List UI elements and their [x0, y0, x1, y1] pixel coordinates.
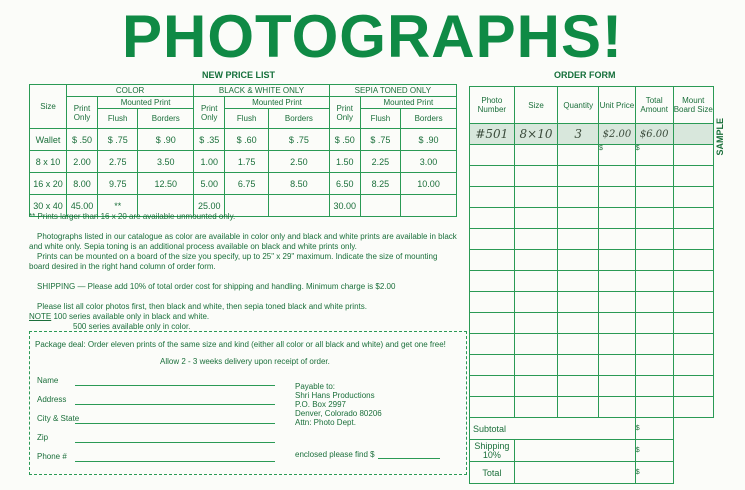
delivery-note: Allow 2 - 3 weeks delivery upon receipt of order. — [160, 357, 330, 366]
order-cell[interactable] — [599, 313, 636, 334]
order-cell[interactable] — [599, 208, 636, 229]
order-cell[interactable] — [673, 166, 713, 187]
order-cell[interactable] — [599, 292, 636, 313]
order-row — [470, 271, 714, 292]
flush-header: Flush — [225, 109, 269, 129]
order-cell[interactable] — [558, 250, 599, 271]
order-quantity[interactable]: 3 — [558, 124, 599, 145]
order-cell[interactable] — [514, 397, 558, 418]
order-row — [470, 292, 714, 313]
order-cell[interactable] — [673, 355, 713, 376]
price-cell: 2.75 — [98, 151, 138, 173]
order-cell[interactable] — [599, 166, 636, 187]
group-color: COLOR — [67, 85, 194, 97]
price-cell: 2.50 — [269, 151, 330, 173]
blank — [514, 440, 635, 462]
price-cell: 2.00 — [67, 151, 98, 173]
price-row — [30, 151, 457, 173]
order-cell[interactable] — [470, 250, 515, 271]
order-cell[interactable] — [514, 208, 558, 229]
order-total[interactable]: $6.00 — [635, 124, 673, 145]
blank — [673, 462, 713, 484]
order-cell[interactable] — [514, 250, 558, 271]
order-cell[interactable] — [558, 376, 599, 397]
package-box — [29, 331, 467, 475]
order-cell[interactable] — [470, 208, 515, 229]
subtotal-label: Subtotal — [470, 418, 636, 440]
price-cell: $ .50 — [329, 129, 360, 151]
dollar-sign: $ — [635, 462, 673, 484]
shipping-label: Shipping 10% — [470, 440, 515, 462]
order-cell[interactable] — [558, 334, 599, 355]
order-cell[interactable] — [635, 334, 673, 355]
price-cell: 1.75 — [225, 151, 269, 173]
field-label: City & State — [37, 414, 80, 423]
order-cell[interactable] — [514, 145, 558, 166]
order-row — [470, 187, 714, 208]
borders-header: Borders — [269, 109, 330, 129]
price-cell: 3.00 — [401, 151, 457, 173]
order-cell[interactable] — [558, 229, 599, 250]
order-cell[interactable] — [558, 271, 599, 292]
order-cell[interactable] — [470, 313, 515, 334]
order-cell[interactable] — [470, 187, 515, 208]
order-row — [470, 250, 714, 271]
price-row — [30, 173, 457, 195]
price-cell: $ .90 — [138, 129, 194, 151]
order-mount-size[interactable] — [673, 124, 713, 145]
order-cell[interactable] — [635, 355, 673, 376]
field-line[interactable] — [75, 442, 275, 443]
order-cell[interactable] — [514, 271, 558, 292]
order-cell[interactable] — [673, 313, 713, 334]
size-cell: 30 x 40 — [30, 195, 67, 217]
note-color: Photographs listed in our catalogue as color are available in color only and black and white prints are available in black and white only. Sepia toning is an additional process available on black and white prints only. — [29, 232, 457, 251]
order-cell[interactable] — [514, 334, 558, 355]
order-cell[interactable] — [470, 376, 515, 397]
order-cell[interactable] — [599, 397, 636, 418]
field-line[interactable] — [75, 404, 275, 405]
dollar-sign: $ — [599, 145, 636, 166]
order-cell[interactable] — [673, 376, 713, 397]
order-row — [470, 355, 714, 376]
price-cell: 30.00 — [329, 195, 360, 217]
order-cell[interactable] — [673, 187, 713, 208]
mounted-header: Mounted Print — [360, 97, 456, 109]
order-cell[interactable] — [470, 292, 515, 313]
order-cell[interactable] — [514, 229, 558, 250]
col-total-amount: Total Amount — [635, 87, 673, 124]
size-cell: Wallet — [30, 129, 67, 151]
price-cell: 25.00 — [194, 195, 225, 217]
order-form-heading: ORDER FORM — [554, 70, 616, 80]
order-cell[interactable] — [635, 208, 673, 229]
price-cell: 45.00 — [67, 195, 98, 217]
blank — [673, 440, 713, 462]
price-cell: 1.00 — [194, 151, 225, 173]
price-cell: 5.00 — [194, 173, 225, 195]
price-cell: 10.00 — [401, 173, 457, 195]
order-cell[interactable] — [558, 187, 599, 208]
field-label: Phone # — [37, 452, 67, 461]
group-bw: BLACK & WHITE ONLY — [194, 85, 330, 97]
payable-line: Shri Hans Productions — [295, 391, 375, 400]
order-cell[interactable] — [599, 187, 636, 208]
order-cell[interactable] — [673, 250, 713, 271]
order-cell[interactable] — [470, 397, 515, 418]
price-list-heading: NEW PRICE LIST — [202, 70, 276, 80]
col-unit-price: Unit Price — [599, 87, 636, 124]
order-cell[interactable] — [558, 145, 599, 166]
order-cell[interactable] — [558, 355, 599, 376]
order-row — [470, 208, 714, 229]
order-cell[interactable] — [514, 187, 558, 208]
price-cell: $ .90 — [401, 129, 457, 151]
order-photo-number[interactable]: #501 — [470, 124, 515, 145]
price-cell: $ .75 — [98, 129, 138, 151]
payable-block — [295, 382, 382, 427]
blank — [673, 418, 713, 440]
payable-line: Attn: Photo Dept. — [295, 418, 356, 427]
blank — [514, 462, 635, 484]
order-cell[interactable] — [599, 229, 636, 250]
price-table — [29, 84, 457, 217]
order-cell[interactable] — [558, 292, 599, 313]
order-cell[interactable] — [599, 376, 636, 397]
note-oversize: ** Prints larger than 16 x 20 are available unmounted only. — [29, 212, 236, 221]
order-unit-price[interactable]: $2.00 — [599, 124, 636, 145]
order-cell[interactable] — [635, 397, 673, 418]
price-cell: $ .35 — [194, 129, 225, 151]
order-cell[interactable] — [673, 334, 713, 355]
group-sepia: SEPIA TONED ONLY — [329, 85, 456, 97]
field-label: Address — [37, 395, 67, 404]
col-photo-number: Photo Number — [470, 87, 515, 124]
flush-header: Flush — [98, 109, 138, 129]
order-cell[interactable] — [673, 208, 713, 229]
order-row — [470, 334, 714, 355]
order-cell[interactable] — [599, 355, 636, 376]
payable-line: Payable to: — [295, 382, 336, 391]
size-cell: 8 x 10 — [30, 151, 67, 173]
order-row — [470, 397, 714, 418]
price-cell: 9.75 — [98, 173, 138, 195]
price-cell: 6.50 — [329, 173, 360, 195]
col-mount-board: Mount Board Size — [673, 87, 713, 124]
field-line[interactable] — [75, 461, 275, 462]
borders-header: Borders — [401, 109, 457, 129]
order-cell[interactable] — [558, 397, 599, 418]
flush-header: Flush — [360, 109, 400, 129]
note-label: NOTE — [29, 312, 52, 321]
order-cell[interactable] — [635, 250, 673, 271]
order-cell[interactable] — [635, 166, 673, 187]
note-100: 100 series available only in black and white. — [53, 312, 210, 321]
price-cell: 3.50 — [138, 151, 194, 173]
order-cell[interactable] — [673, 229, 713, 250]
price-cell: 8.00 — [67, 173, 98, 195]
size-cell: 16 x 20 — [30, 173, 67, 195]
order-cell[interactable] — [558, 166, 599, 187]
payable-line: P.O. Box 2997 — [295, 400, 346, 409]
enclosed-label: enclosed please find $ — [295, 450, 375, 459]
total-label: Total — [470, 462, 515, 484]
price-cell: $ .60 — [225, 129, 269, 151]
price-cell: $ .50 — [67, 129, 98, 151]
payable-line: Denver, Colorado 80206 — [295, 409, 382, 418]
order-cell[interactable] — [514, 355, 558, 376]
field-line[interactable] — [75, 423, 275, 424]
order-cell[interactable] — [558, 313, 599, 334]
order-cell[interactable] — [470, 166, 515, 187]
col-quantity: Quantity — [558, 87, 599, 124]
order-cell[interactable] — [599, 271, 636, 292]
col-size: Size — [514, 87, 558, 124]
price-cell: 12.50 — [138, 173, 194, 195]
price-cell: ** — [98, 195, 138, 217]
print-only-header: Print Only — [329, 97, 360, 129]
order-row — [470, 229, 714, 250]
print-only-header: Print Only — [194, 97, 225, 129]
order-cell[interactable] — [673, 292, 713, 313]
order-cell[interactable] — [635, 229, 673, 250]
price-cell: 1.50 — [329, 151, 360, 173]
order-size[interactable]: 8×10 — [514, 124, 558, 145]
order-cell[interactable] — [635, 187, 673, 208]
order-cell[interactable] — [514, 313, 558, 334]
note-mounting: Prints can be mounted on a board of the size you specify, up to 25" x 29" maximum. Indicate the size of mounting board desired in the right hand column of order form. — [29, 252, 438, 271]
field-line[interactable] — [75, 385, 275, 386]
order-row — [470, 166, 714, 187]
price-row — [30, 129, 457, 151]
price-cell: 2.25 — [360, 151, 400, 173]
enclosed-line[interactable] — [378, 458, 440, 459]
order-cell[interactable] — [673, 397, 713, 418]
order-cell[interactable] — [514, 166, 558, 187]
order-cell[interactable] — [558, 208, 599, 229]
order-cell[interactable] — [673, 271, 713, 292]
mounted-header: Mounted Print — [225, 97, 330, 109]
print-only-header: Print Only — [67, 97, 98, 129]
order-cell[interactable] — [635, 292, 673, 313]
order-cell[interactable] — [470, 145, 515, 166]
order-cell[interactable] — [470, 271, 515, 292]
order-cell[interactable] — [599, 250, 636, 271]
order-cell[interactable] — [470, 229, 515, 250]
order-row — [470, 376, 714, 397]
order-cell[interactable] — [599, 334, 636, 355]
order-cell[interactable] — [635, 271, 673, 292]
package-deal: Package deal: Order eleven prints of the same size and kind (either all color or all black and white) and get one free! — [35, 340, 446, 349]
price-cell: 8.50 — [269, 173, 330, 195]
price-cell: 6.75 — [225, 173, 269, 195]
note-order: Please list all color photos first, then black and white, then sepia toned black and white prints. — [37, 302, 367, 311]
notes — [29, 212, 459, 332]
order-cell[interactable] — [635, 313, 673, 334]
price-cell: $ .75 — [360, 129, 400, 151]
order-cell[interactable] — [635, 376, 673, 397]
size-header: Size — [30, 85, 67, 129]
dollar-sign: $ — [635, 418, 673, 440]
field-label: Name — [37, 376, 59, 385]
order-cell[interactable] — [514, 292, 558, 313]
mounted-header: Mounted Print — [98, 97, 194, 109]
order-table — [469, 86, 714, 484]
price-cell: $ .75 — [269, 129, 330, 151]
order-cell[interactable] — [673, 145, 713, 166]
order-cell[interactable] — [470, 355, 515, 376]
sample-label: SAMPLE — [715, 118, 725, 156]
dollar-sign: $ — [635, 145, 673, 166]
borders-header: Borders — [138, 109, 194, 129]
page-title: PHOTOGRAPHS! — [122, 3, 623, 70]
dollar-sign: $ — [635, 440, 673, 462]
note-shipping: SHIPPING — Please add 10% of total order cost for shipping and handling. Minimum charge is $2.00 — [37, 282, 396, 291]
field-label: Zip — [37, 433, 49, 442]
note-500: 500 series available only in color. — [73, 322, 191, 331]
order-cell[interactable] — [470, 334, 515, 355]
order-row — [470, 313, 714, 334]
price-cell: 8.25 — [360, 173, 400, 195]
order-cell[interactable] — [514, 376, 558, 397]
